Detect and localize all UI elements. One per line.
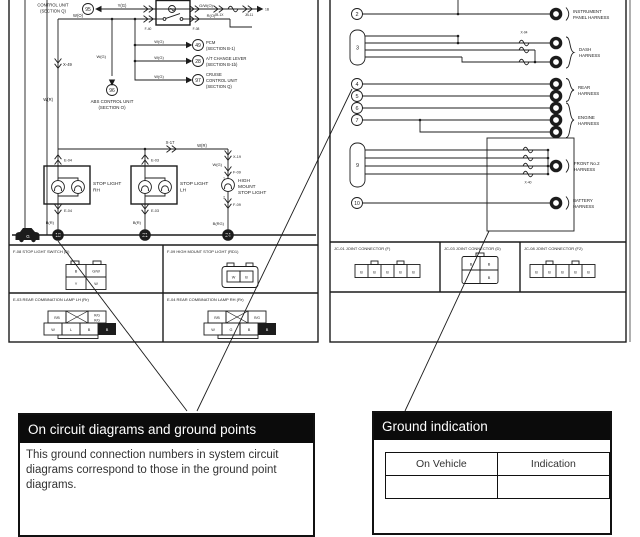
- harness-row-3: [350, 30, 600, 68]
- wire-label-br: B(R): [132, 220, 141, 225]
- pin-label: B: [487, 276, 491, 280]
- control-unit-ref: [37, 3, 156, 15]
- item-circle-6: 6: [355, 106, 359, 112]
- junction-ref-jb11: JB-11: [244, 13, 254, 17]
- harness-connector-icon: [551, 115, 560, 124]
- ref-circle-96: 96: [109, 87, 115, 94]
- pinout-jc03: [462, 253, 498, 284]
- cruise-label2: CONTROL UNIT: [206, 78, 238, 83]
- lamp-label2: LH: [180, 188, 187, 194]
- harness-label: BATTERY: [573, 198, 593, 203]
- note-line-1: This ground connection numbers in system circuit: [26, 449, 279, 461]
- harness-label: HARNESS: [578, 91, 600, 96]
- leader-x40-box: [405, 231, 489, 411]
- switch-contact-icon: [180, 18, 183, 21]
- harness-label: FRONT No.2: [574, 161, 600, 166]
- table-cell: [497, 476, 609, 499]
- lamp-label1: STOP LIGHT: [180, 182, 209, 187]
- connector-ref-x04: X-04: [520, 30, 528, 35]
- hm-label3: STOP LIGHT: [238, 191, 267, 196]
- connector-ref-x17: X-17: [165, 140, 175, 145]
- ground-indication-table: [385, 452, 610, 499]
- pin-label: L: [69, 328, 73, 332]
- ground-car-label: G: [26, 234, 30, 239]
- item-capsule-9: 9: [355, 163, 360, 169]
- ref-circle-95: 95: [85, 6, 91, 13]
- brace: [566, 197, 569, 210]
- pin-label: B: [245, 275, 248, 280]
- arrow-right-icon: [186, 77, 192, 83]
- wire-label-wr2: W(R): [197, 142, 207, 148]
- pinout-jc01: [355, 261, 420, 278]
- left-panel: [9, 0, 318, 342]
- ground-number-24: 24: [225, 232, 231, 239]
- harness-label: REAR: [578, 85, 591, 90]
- power-feed-wiring: [190, 3, 270, 27]
- bulb-icon: [222, 176, 235, 192]
- harness-connector-icon: [551, 127, 560, 136]
- bulb-icon: [159, 181, 172, 194]
- ref-circle-28: 28: [195, 58, 201, 65]
- harness-label: HARNESS: [578, 121, 600, 126]
- pin-label: B: [399, 270, 402, 275]
- wire-label-wg: W(G): [212, 162, 222, 167]
- pin-label: B: [535, 270, 538, 275]
- ref-circle-97: 97: [195, 77, 201, 84]
- harness-row-2: [352, 0, 610, 21]
- connector-ref-f09b: F-09: [233, 203, 241, 207]
- switch-contact-icon: [163, 18, 166, 21]
- car-wheel-icon: [19, 238, 23, 242]
- abs-section: (SECTION O): [98, 105, 126, 110]
- pinout-e04: [204, 311, 276, 339]
- cruise-section: (SECTION Q): [206, 84, 232, 89]
- harness-connector-icon: [551, 161, 560, 170]
- wire-label-wr: W(R): [43, 97, 53, 102]
- harness-connector-icon: [551, 38, 560, 47]
- pin-label: B: [487, 262, 491, 267]
- wire-label: W(G): [154, 73, 164, 79]
- item-capsule-3: 3: [355, 45, 360, 52]
- arrow-left-icon: [95, 6, 101, 12]
- harness-label: HARNESS: [579, 53, 601, 58]
- col-header-indication: Indication: [497, 453, 609, 476]
- jc01-title: JC-01 JOINT CONNECTOR (F): [334, 246, 391, 251]
- pin-label: B: [105, 328, 109, 332]
- harness-label: ENGINE: [578, 115, 595, 120]
- switch-output-wiring: [58, 13, 246, 110]
- item-circle-7: 7: [355, 118, 359, 124]
- pin-label: W: [94, 282, 98, 286]
- brace: [566, 79, 574, 102]
- circuit-note-box: [18, 413, 315, 537]
- jc08-title: JC-08 JOINT CONNECTOR (F2): [524, 246, 583, 251]
- car-wheel-icon: [31, 238, 35, 242]
- x40-box: [487, 138, 574, 231]
- item-circle-5: 5: [355, 94, 359, 100]
- stop-light-lh: [131, 149, 208, 241]
- harness-connector-icon: [551, 91, 560, 100]
- pin-label: B: [412, 270, 415, 275]
- pin-label: R/G: [254, 316, 260, 320]
- brace: [566, 160, 569, 173]
- pin-label: B: [561, 270, 564, 275]
- pcm-section: (SECTION B-1): [206, 46, 236, 51]
- pinout-f08: [66, 261, 106, 290]
- harness-connector-icon: [551, 9, 560, 18]
- connector-ref-f08: F-08: [192, 27, 200, 31]
- conn-title-e03: E-03 REAR COMBINATION LAMP LH (Rr): [13, 297, 89, 302]
- pin-label: R/B: [54, 316, 60, 320]
- wire-label-brg: B(RG): [212, 221, 224, 226]
- wire-label-abs: W(G): [96, 54, 106, 59]
- connector-ref-x19: X-19: [233, 155, 242, 159]
- note-line-3: diagrams.: [26, 479, 77, 491]
- pin-label: B: [360, 270, 363, 275]
- stop-light-switch-box: [144, 1, 200, 32]
- harness-connector-icon: [551, 57, 560, 66]
- callout-lines: [58, 89, 489, 411]
- harness-label: DASH: [579, 47, 592, 52]
- wire-label-wo: W(O): [73, 12, 83, 18]
- pin-label: B: [386, 270, 389, 275]
- item-circle-4: 4: [355, 82, 359, 88]
- pin-label: B: [548, 270, 551, 275]
- pin-label: W: [51, 328, 55, 332]
- connector-ref: E-03: [151, 209, 160, 213]
- high-mount-stop-light: [212, 149, 266, 241]
- pin-label: B: [587, 270, 590, 275]
- wire-label: W(G): [154, 54, 164, 60]
- control-unit-label: CONTROL UNIT: [37, 2, 69, 8]
- arrow-right-icon: [186, 58, 192, 64]
- wire-label-br: B(R): [45, 220, 54, 225]
- pin-label: R/B: [214, 316, 220, 320]
- item-circle-10: 10: [354, 201, 360, 207]
- pin-label: B: [373, 270, 376, 275]
- pin-label: W: [211, 328, 215, 332]
- wire-label-ro: R(O): [206, 12, 216, 18]
- wire-label: W(G): [154, 38, 164, 44]
- bulb-icon: [52, 181, 65, 194]
- right-panel: [330, 0, 630, 342]
- ground-indication-title: Ground indication: [374, 413, 610, 440]
- connector-detail-section: [9, 245, 318, 342]
- pin-label: B: [247, 328, 251, 332]
- hm-label1: HIGH: [238, 179, 250, 184]
- harness-rows-4-7: [352, 79, 600, 138]
- hm-label2: MOUNT: [238, 185, 256, 190]
- pcm-label: PCM: [206, 40, 216, 45]
- brace: [566, 103, 574, 138]
- at-lever-label: A/T CHANGE LEVER: [206, 56, 247, 61]
- col-header-on-vehicle: On Vehicle: [386, 453, 498, 476]
- harness-connector-icon: [551, 103, 560, 112]
- pin-label: R/G: [94, 313, 100, 318]
- pin-number: 1: [223, 176, 225, 181]
- connector-ref: E-04: [64, 158, 73, 163]
- pin-number: 2: [223, 195, 225, 200]
- at-lever-section: (SECTION B-1b): [206, 62, 238, 67]
- bulb-icon: [72, 181, 85, 194]
- circuit-note-body: [20, 443, 313, 498]
- harness-connector-icon: [551, 198, 560, 207]
- pin-label: B: [469, 262, 473, 267]
- junction-ref-jb1x: JB-1X: [214, 13, 224, 17]
- connector-ref-x40: X-40: [524, 180, 532, 185]
- pinout-f09: [222, 263, 258, 288]
- harness-label: HARNESS: [573, 204, 595, 209]
- ground-number-21: 21: [142, 232, 148, 239]
- connector-ref: E-03: [151, 158, 160, 163]
- feed-destination: 1B: [265, 7, 270, 12]
- pin-label: B: [265, 328, 269, 332]
- ref-circle-49: 49: [195, 42, 201, 49]
- cruise-label1: CRUISE: [206, 72, 222, 77]
- jc03-title: JC-03 JOINT CONNECTOR (D): [444, 246, 501, 251]
- table-cell: [386, 476, 498, 499]
- lamp-label2: RH: [93, 188, 100, 194]
- conn-title-f09: F-09 HIGH MOUNT STOP LIGHT (RD1): [167, 249, 239, 254]
- note-line-2: diagrams correspond to those in the ground point: [26, 464, 277, 476]
- conn-title-f08: F-08 STOP LIGHT SWITCH (D): [13, 249, 70, 254]
- bulb-icon: [139, 181, 152, 194]
- leader-ground-18: [58, 241, 187, 411]
- pin-label: W: [231, 275, 236, 280]
- circuit-note-title: On circuit diagrams and ground points: [20, 415, 313, 443]
- stop-light-rh: [44, 149, 121, 241]
- harness-label: PANEL HARNESS: [573, 15, 610, 20]
- pinout-e03: [44, 311, 116, 339]
- pinout-jc08: [530, 261, 595, 278]
- pin-label: B: [574, 270, 577, 275]
- item-circle-2: 2: [355, 12, 359, 18]
- connector-ref: E-04: [64, 209, 73, 213]
- wire-label-gwo: G/W(O): [199, 2, 213, 8]
- harness-label: HARNESS: [574, 167, 596, 172]
- pin-label: B: [74, 269, 78, 274]
- arrow-right-icon: [257, 6, 263, 12]
- ground-indication-box: [372, 411, 612, 535]
- wire-label-yg: Y(G): [117, 2, 127, 8]
- brace: [566, 8, 569, 21]
- pin-label: Y: [74, 282, 78, 286]
- pin-label: R/G: [94, 318, 100, 323]
- brace: [566, 37, 574, 68]
- pin-label: G/W: [92, 269, 100, 274]
- abs-label: ABS CONTROL UNIT: [90, 99, 134, 104]
- ground-number-18: 18: [55, 232, 61, 239]
- connector-ref-f40: F-40: [144, 27, 152, 31]
- lamp-feed-wiring: [25, 0, 228, 235]
- conn-title-e04: E-04 REAR COMBINATION LAMP RH (Rr): [167, 297, 244, 302]
- switch-blade-icon: [166, 14, 180, 19]
- pin-label: B: [87, 328, 91, 332]
- control-unit-section: (SECTION Q): [40, 8, 66, 14]
- arrow-right-icon: [186, 42, 192, 48]
- harness-connector-icon: [551, 79, 560, 88]
- harness-row-10: [352, 197, 595, 210]
- connector-ref-f09: F-09: [233, 170, 241, 175]
- harness-label: INSTRUMENT: [573, 9, 602, 14]
- pin-label: G: [229, 328, 233, 332]
- connector-ref-x49: X-49: [63, 62, 72, 67]
- harness-row-9: [350, 138, 600, 231]
- lamp-label1: STOP LIGHT: [93, 182, 122, 187]
- joint-connector-section: [330, 242, 626, 292]
